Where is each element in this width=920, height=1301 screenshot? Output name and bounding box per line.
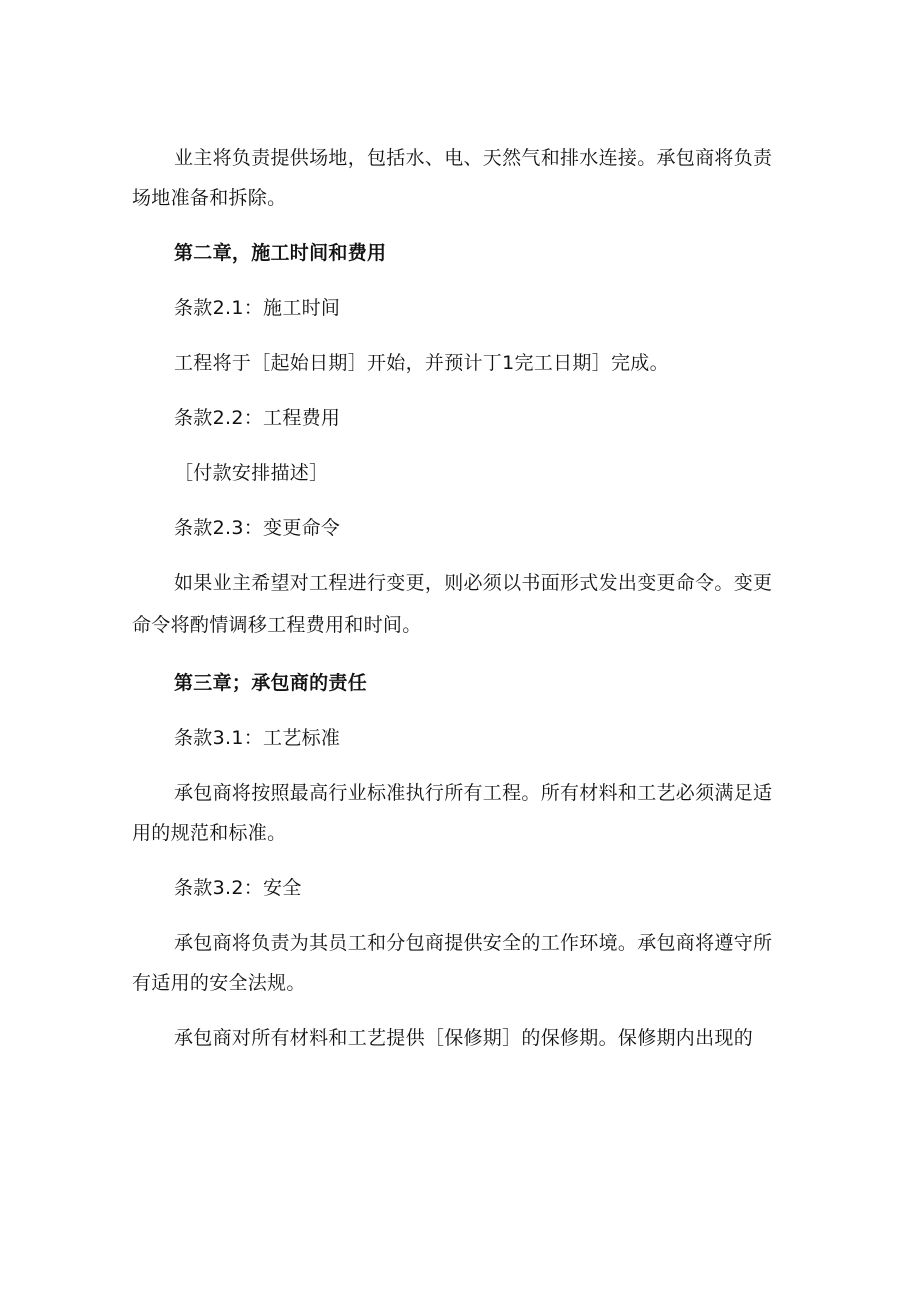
clause-2-2-text: ［付款安排描述］ (174, 462, 329, 484)
clause-2-2-heading: 条款2.2：工程费用 (174, 407, 341, 429)
clause-2-3-text-line-2: 命令将酌情调移工程费用和时间。 (132, 614, 422, 636)
clause-2-1-text: 工程将于［起始日期］开始，并预计丁1完工日期］完成。 (174, 352, 669, 374)
chapter-2-heading: 第二章，施工时间和费用 (174, 242, 387, 264)
clause-2-3-heading: 条款2.3：变更命令 (174, 517, 341, 539)
clause-3-2-text-line-2: 有适用的安全法规。 (132, 972, 306, 994)
clause-3-1-heading: 条款3.1：工艺标准 (174, 727, 341, 749)
chapter-3-heading: 第三章；承包商的责任 (174, 672, 368, 694)
paragraph-site-provision-line-1: 业主将负责提供场地，包括水、电、天然气和排水连接。承包商将负责 (174, 147, 773, 169)
clause-2-1-heading: 条款2.1：施工时间 (174, 297, 341, 319)
clause-3-2-text-line-1: 承包商将负责为其员工和分包商提供安全的工作环境。承包商将遵守所 (174, 932, 773, 954)
warranty-text-line-1: 承包商对所有材料和工艺提供［保修期］的保修期。保修期内出现的 (174, 1027, 754, 1049)
clause-3-1-text-line-2: 用的规范和标准。 (132, 822, 287, 844)
paragraph-site-provision-line-2: 场地准备和拆除。 (132, 187, 287, 209)
clause-3-1-text-line-1: 承包商将按照最高行业标准执行所有工程。所有材料和工艺必须满足适 (174, 782, 773, 804)
clause-3-2-heading: 条款3.2：安全 (174, 877, 302, 899)
clause-2-3-text-line-1: 如果业主希望对工程进行变更，则必须以书面形式发出变更命令。变更 (174, 572, 773, 594)
